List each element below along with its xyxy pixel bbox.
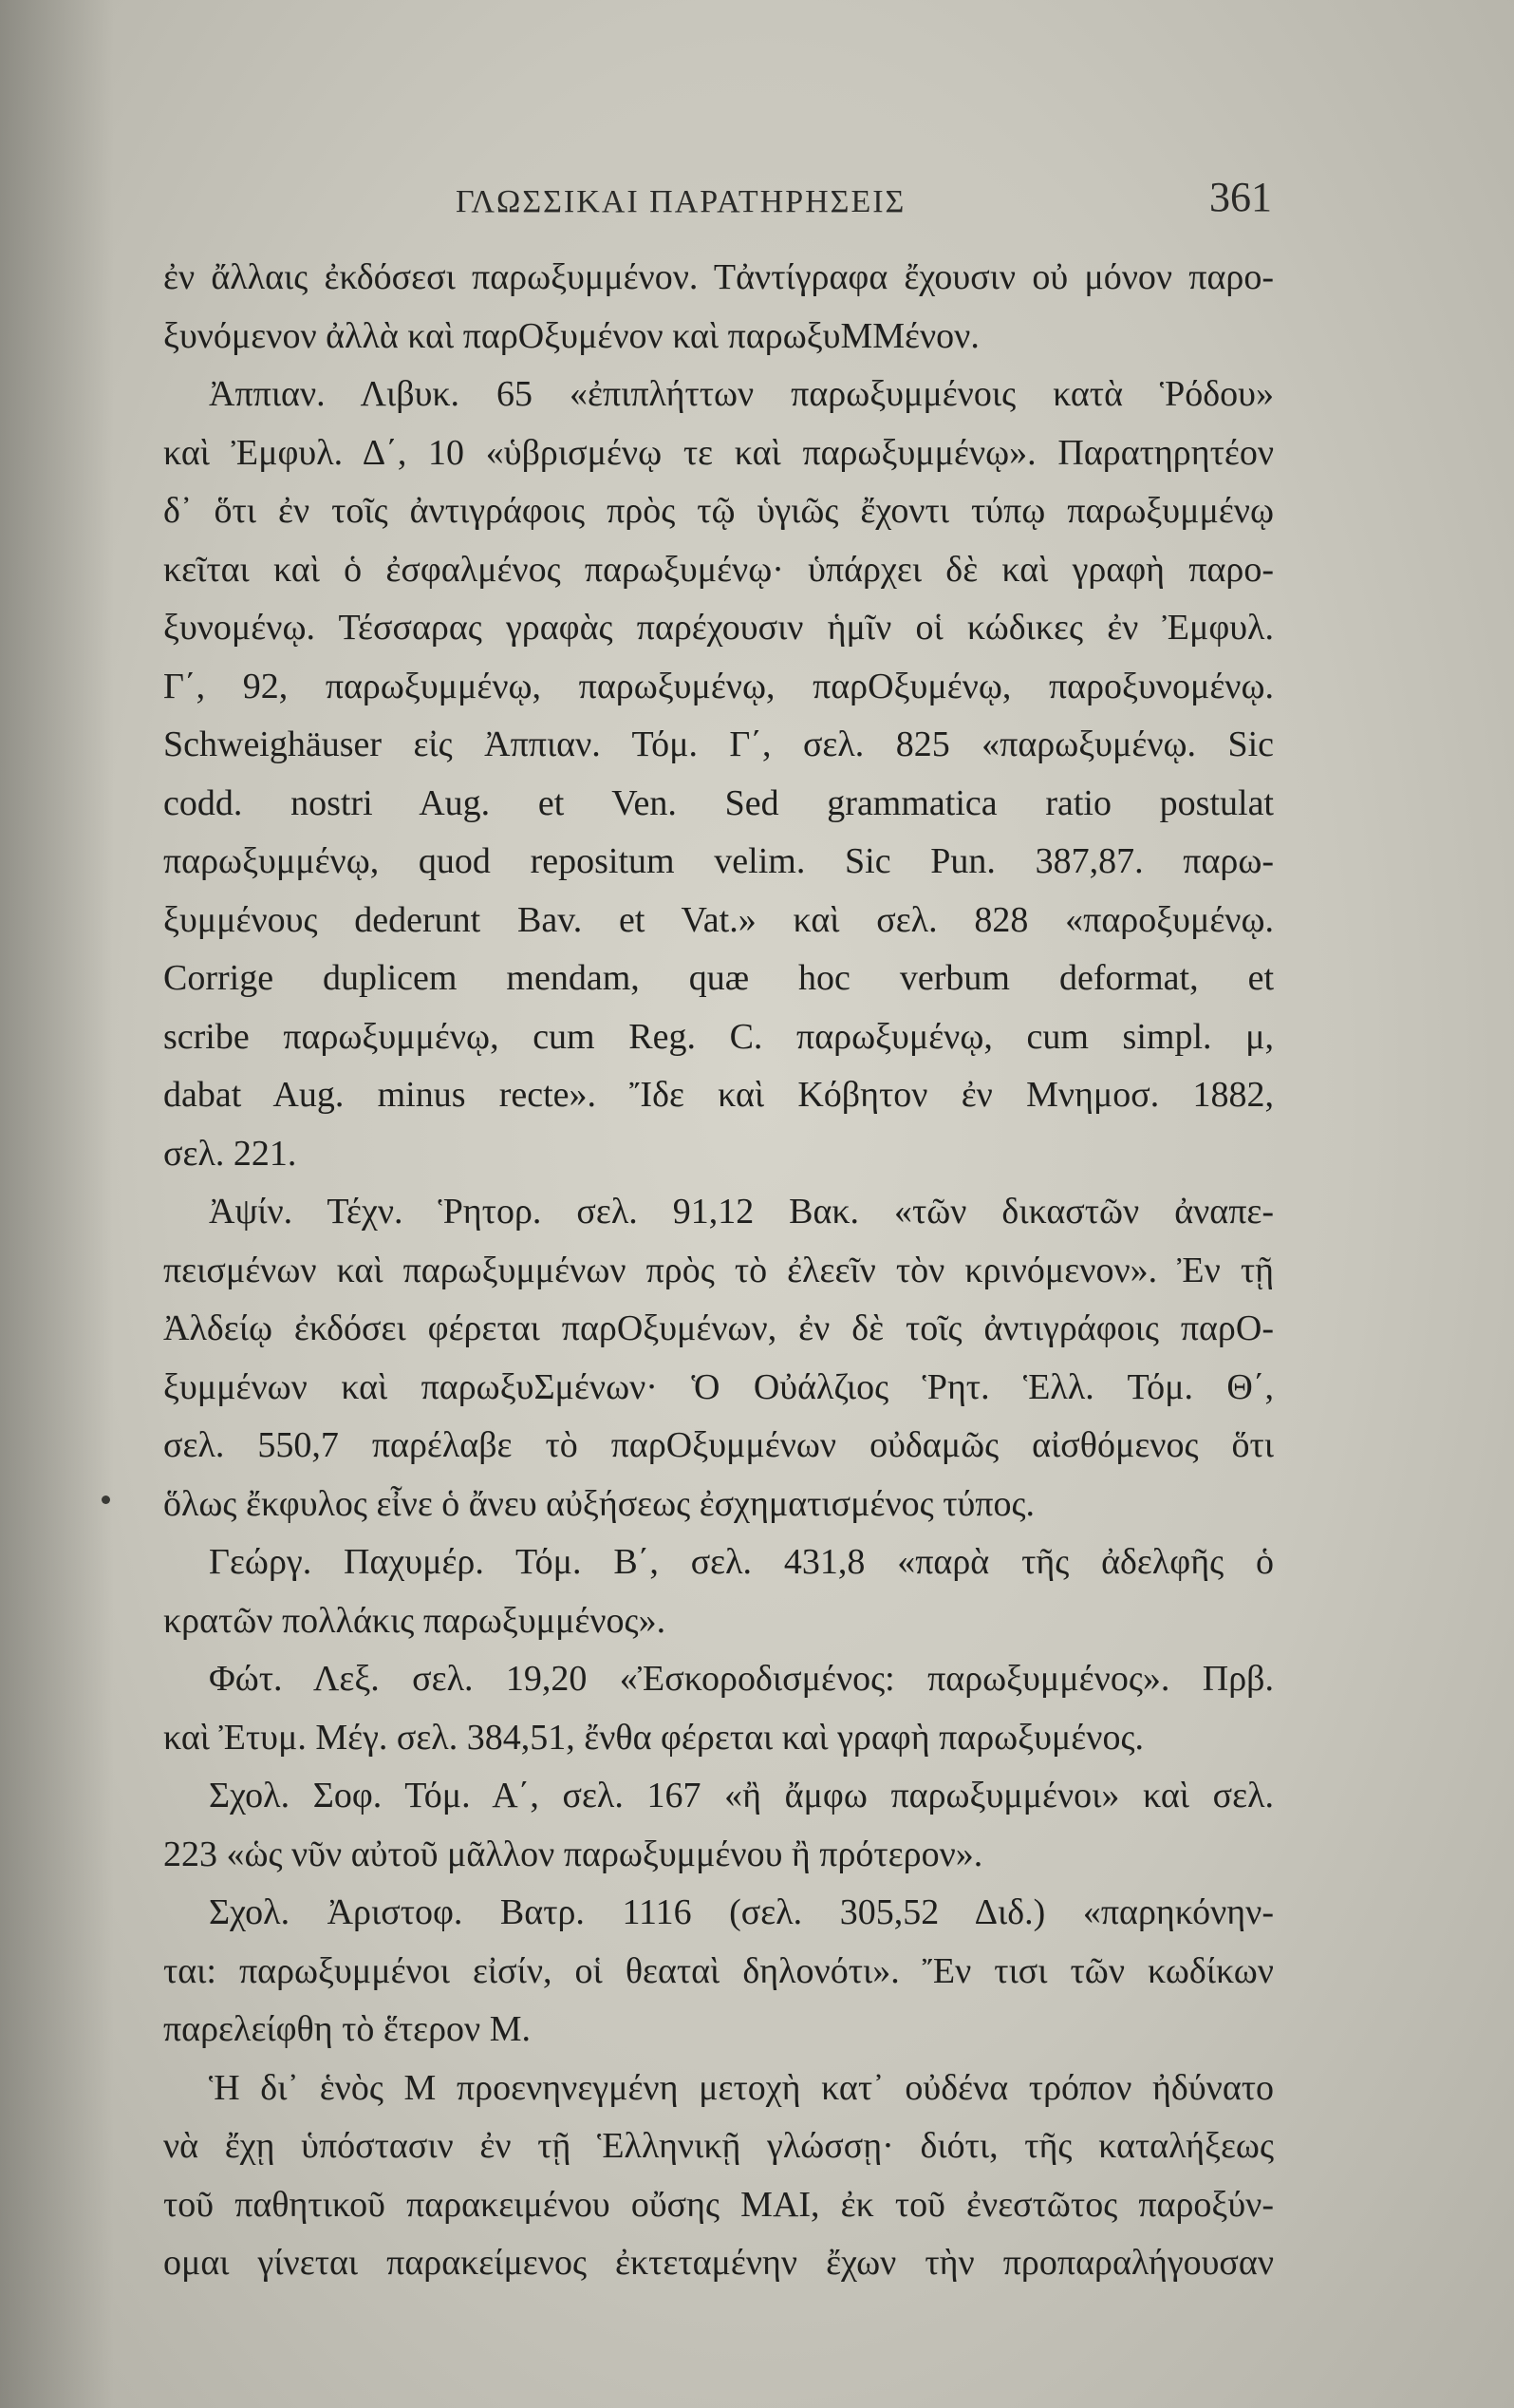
text-line: dabat Aug. minus recte». Ἴδε καὶ Κόβητον ἐν Μνημοσ. 1882, bbox=[163, 1075, 1274, 1115]
text-line: Ἀππιαν. Λιβυκ. 65 «ἐπιπλήττων παρωξυμμένοις κατὰ Ῥόδου» bbox=[209, 374, 1274, 414]
text-line: σελ. 221. bbox=[163, 1133, 297, 1174]
text-line: κρατῶν πολλάκις παρωξυμμένος». bbox=[163, 1600, 666, 1641]
text-line: ξυνόμενον ἀλλὰ καὶ παρΟξυμένον καὶ παρωξυΜΜένον. bbox=[163, 315, 980, 356]
text-line: ἐν ἄλλαις ἐκδόσεσι παρωξυμμένον. Τἀντίγραφα ἔχουσιν οὐ μόνον παρο- bbox=[163, 257, 1274, 297]
text-line: παρελείφθη τὸ ἕτερον Μ. bbox=[163, 2009, 532, 2049]
text-line: σελ. 550,7 παρέλαβε τὸ παρΟξυμμένων οὐδαμῶς αἰσθόμενος ὅτι bbox=[163, 1425, 1274, 1465]
text-line: Schweighäuser εἰς Ἀππιαν. Τόμ. Γ΄, σελ. 825 «παρωξυμένῳ. Sic bbox=[163, 724, 1274, 764]
text-line: παρωξυμμένῳ, quod repositum velim. Sic Pun. 387,87. παρω- bbox=[163, 841, 1274, 881]
page-header bbox=[180, 173, 1281, 230]
text-line: scribe παρωξυμμένῳ, cum Reg. C. παρωξυμένῳ, cum simpl. μ, bbox=[163, 1016, 1274, 1057]
text-line: καὶ Ἐμφυλ. Δ΄, 10 «ὑβρισμένῳ τε καὶ παρωξυμμένῳ». Παρατηρητέον bbox=[163, 432, 1274, 473]
text-line: Σχολ. Ἀριστοφ. Βατρ. 1116 (σελ. 305,52 Διδ.) «παρηκόνην- bbox=[209, 1892, 1274, 1932]
text-line: ὅλως ἔκφυλος εἶνε ὁ ἄνευ αὐξήσεως ἐσχηματισμένος τύπος. bbox=[163, 1483, 1036, 1524]
text-line: 223 «ὡς νῦν αὐτοῦ μᾶλλον παρωξυμμένου ἢ πρότερον». bbox=[163, 1834, 983, 1874]
text-line: καὶ Ἐτυμ. Μέγ. σελ. 384,51, ἔνθα φέρεται καὶ γραφὴ παρωξυμένος. bbox=[163, 1717, 1144, 1758]
text-line: codd. nostri Aug. et Ven. Sed grammatica ratio postulat bbox=[163, 782, 1274, 823]
text-line: ομαι γίνεται παρακείμενος ἐκτεταμένην ἔχων τὴν προπαραλήγουσαν bbox=[163, 2243, 1274, 2283]
text-line: πεισμένων καὶ παρωξυμμένων πρὸς τὸ ἐλεεῖν τὸν κρινόμενον». Ἐν τῇ bbox=[163, 1250, 1274, 1290]
text-line: κεῖται καὶ ὁ ἐσφαλμένος παρωξυμένῳ· ὑπάρχει δὲ καὶ γραφὴ παρο- bbox=[163, 549, 1274, 590]
text-line: Ἀψίν. Τέχν. Ῥητορ. σελ. 91,12 Βακ. «τῶν δικαστῶν ἀναπε- bbox=[209, 1192, 1274, 1232]
text-line: ξυμμένων καὶ παρωξυΣμένων· Ὁ Οὐάλζιος Ῥητ. Ἑλλ. Τόμ. Θ΄, bbox=[163, 1366, 1274, 1407]
text-line: ξυνομένῳ. Τέσσαρας γραφὰς παρέχουσιν ἡμῖν οἱ κώδικες ἐν Ἐμφυλ. bbox=[163, 608, 1274, 648]
text-line: Γ΄, 92, παρωξυμμένῳ, παρωξυμένῳ, παρΟξυμένῳ, παροξυνομένῳ. bbox=[163, 666, 1274, 706]
text-line: ξυμμένους dederunt Bav. et Vat.» καὶ σελ. 828 «παροξυμένῳ. bbox=[163, 899, 1274, 940]
text-line: Corrige duplicem mendam, quæ hoc verbum deformat, et bbox=[163, 958, 1274, 998]
margin-mark bbox=[102, 1496, 110, 1504]
text-line: νὰ ἔχῃ ὑπόστασιν ἐν τῇ Ἑλληνικῇ γλώσσῃ· διότι, τῆς καταλήξεως bbox=[163, 2126, 1274, 2166]
text-line: Ἀλδείῳ ἐκδόσει φέρεται παρΟξυμένων, ἐν δὲ τοῖς ἀντιγράφοις παρΟ- bbox=[163, 1308, 1274, 1348]
body-text bbox=[163, 249, 1274, 2293]
text-line: τοῦ παθητικοῦ παρακειμένου οὔσης ΜΑΙ, ἐκ τοῦ ἐνεστῶτος παροξύν- bbox=[163, 2184, 1274, 2225]
page-number: 361 bbox=[1209, 174, 1272, 220]
running-title: ΓΛΩΣΣΙΚΑΙ ΠΑΡΑΤΗΡΗΣΕΙΣ bbox=[456, 184, 907, 219]
text-line: Ἡ δι᾽ ἑνὸς Μ προενηνεγμένη μετοχὴ κατ᾽ οὐδένα τρόπον ἠδύνατο bbox=[209, 2067, 1274, 2108]
text-line: Γεώργ. Παχυμέρ. Τόμ. Β΄, σελ. 431,8 «παρὰ τῆς ἀδελφῆς ὁ bbox=[209, 1542, 1274, 1582]
page-edge-shadow bbox=[0, 0, 114, 2408]
text-line: Σχολ. Σοφ. Τόμ. Α΄, σελ. 167 «ἢ ἄμφω παρωξυμμένοι» καὶ σελ. bbox=[209, 1776, 1274, 1815]
text-line: δ᾽ ὅτι ἐν τοῖς ἀντιγράφοις πρὸς τῷ ὑγιῶς ἔχοντι τύπῳ παρωξυμμένῳ bbox=[163, 491, 1274, 531]
text-line: Φώτ. Λεξ. σελ. 19,20 «Ἐσκοροδισμένος: παρωξυμμένος». Πρβ. bbox=[209, 1659, 1274, 1699]
text-line: ται: παρωξυμμένοι εἰσίν, οἱ θεαταὶ δηλονότι». Ἔν τισι τῶν κωδίκων bbox=[163, 1950, 1274, 1991]
